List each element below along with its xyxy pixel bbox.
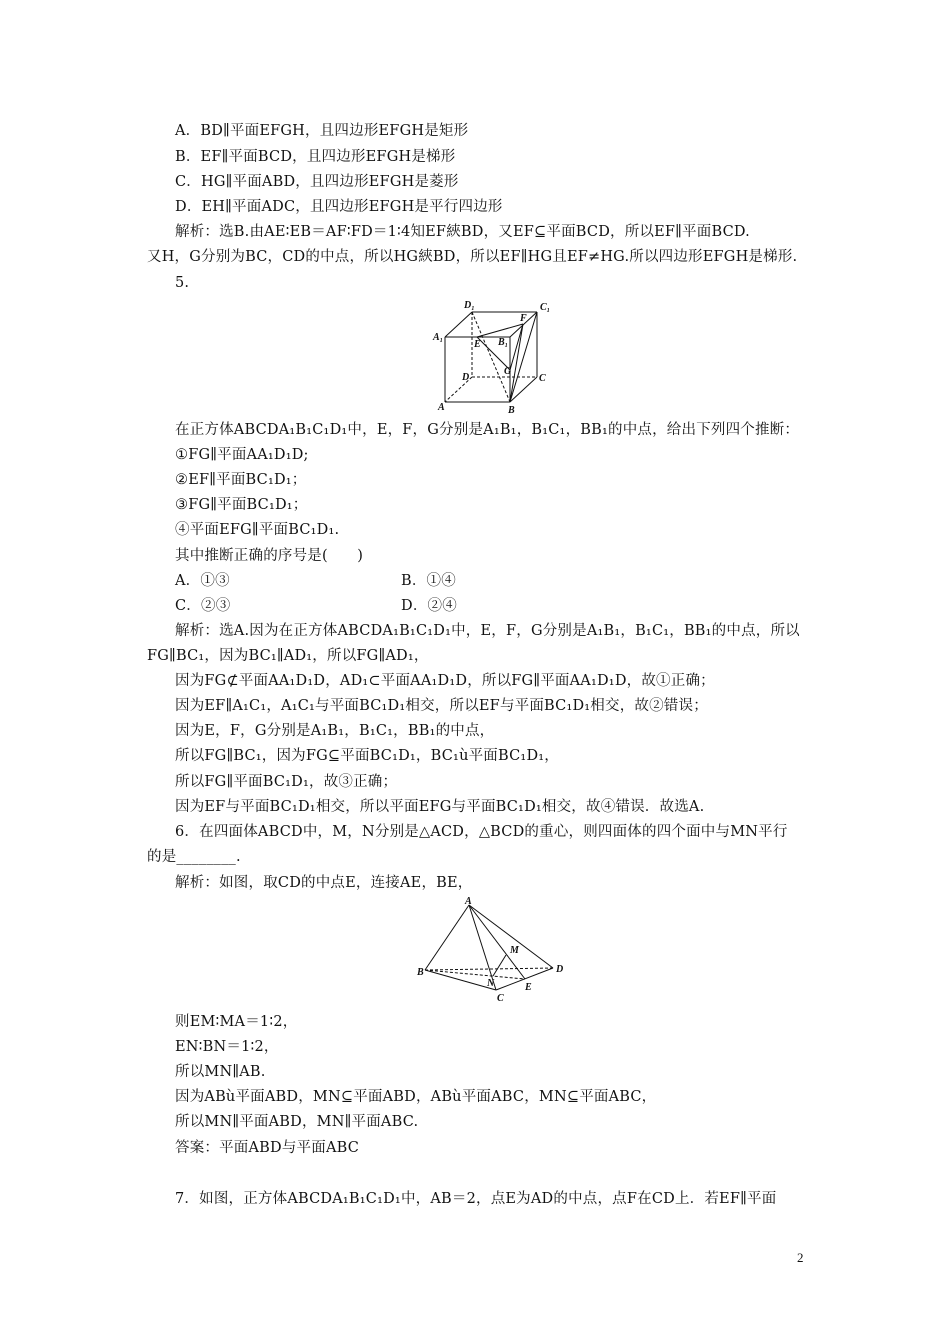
- question-7: 7．如图，正方体ABCDA₁B₁C₁D₁中，AB＝2，点E为AD的中点，点F在CD上．若EF∥平面: [175, 1191, 777, 1207]
- label-d: D: [556, 964, 564, 975]
- solution-line: 所以MN∥AB.: [175, 1064, 266, 1080]
- label-b: B: [508, 405, 515, 416]
- tetrahedron-figure: [413, 895, 573, 1003]
- solution-line: 因为EF与平面BC₁D₁相交，所以平面EFG与平面BC₁D₁相交，故④错误．故选A.: [175, 799, 705, 815]
- option-a: A．BD∥平面EFGH，且四边形EFGH是矩形: [175, 123, 469, 139]
- label-m: M: [510, 945, 519, 956]
- option-d: D．EH∥平面ADC，且四边形EFGH是平行四边形: [175, 199, 503, 215]
- option-b: B．①④: [401, 573, 456, 589]
- problem-stem: 在正方体ABCDA₁B₁C₁D₁中，E，F，G分别是A₁B₁，B₁C₁，BB₁的中点，给出下列四个推断：: [175, 422, 800, 438]
- label-a: A: [438, 402, 445, 413]
- solution-line: EN∶BN＝1∶2，: [175, 1039, 279, 1055]
- solution-line: 解析：选A.因为在正方体ABCDA₁B₁C₁D₁中，E，F，G分别是A₁B₁，B₁C₁，BB₁的中点，所以: [175, 623, 800, 639]
- label-c1: C₁: [540, 302, 551, 313]
- option-c: C．HG∥平面ABD，且四边形EFGH是菱形: [175, 174, 459, 190]
- option-a: A．①③: [175, 573, 230, 589]
- solution-line: 解析：如图，取CD的中点E，连接AE，BE，: [175, 875, 473, 891]
- solution-line: 因为E，F，G分别是A₁B₁，B₁C₁，BB₁的中点，: [175, 723, 495, 739]
- label-f: F: [520, 313, 527, 324]
- solution-line: 因为FG⊄平面AA₁D₁D，AD₁⊂平面AA₁D₁D，所以FG∥平面AA₁D₁D，故①正确；: [175, 673, 715, 689]
- solution-line: 又H，G分别为BC，CD的中点，所以HG綊BD，所以EF∥HG且EF≠HG.所以四边形EFGH是梯形.: [147, 249, 798, 265]
- label-a: A: [465, 896, 472, 907]
- label-g: G: [504, 366, 512, 377]
- label-d1: D₁: [464, 300, 475, 311]
- label-e: E: [525, 982, 532, 993]
- label-c: C: [497, 993, 504, 1003]
- page-number: 2: [797, 1250, 804, 1265]
- option-b: B．EF∥平面BCD，且四边形EFGH是梯形: [175, 149, 456, 165]
- solution-line: FG∥BC₁，因为BC₁∥AD₁，所以FG∥AD₁，: [147, 648, 429, 664]
- cube-figure: [430, 294, 560, 416]
- label-a1: A₁: [433, 332, 444, 343]
- label-b1: B₁: [498, 337, 509, 348]
- option-c: C．②③: [175, 598, 231, 614]
- label-b: B: [417, 967, 424, 978]
- question-number: 5.: [175, 275, 190, 291]
- option-d: D．②④: [401, 598, 457, 614]
- statement-1: ①FG∥平面AA₁D₁D;: [175, 447, 309, 463]
- solution-line: 所以FG∥平面BC₁D₁，故③正确；: [175, 774, 398, 790]
- solution-line: 因为ABù平面ABD，MN⊆平面ABD，ABù平面ABC，MN⊆平面ABC，: [175, 1089, 657, 1105]
- solution-line: 所以FG∥BC₁，因为FG⊆平面BC₁D₁，BC₁ù平面BC₁D₁，: [175, 748, 559, 764]
- solution-line: 所以MN∥平面ABD，MN∥平面ABC.: [175, 1114, 419, 1130]
- label-d: D: [462, 372, 470, 383]
- solution-line: 解析：选B.由AE∶EB＝AF∶FD＝1∶4知EF綊BD，又EF⊆平面BCD，所以EF∥平面BCD.: [175, 224, 750, 240]
- statement-2: ②EF∥平面BC₁D₁；: [175, 472, 307, 488]
- statement-4: ④平面EFG∥平面BC₁D₁.: [175, 522, 340, 538]
- solution-line: 因为EF∥A₁C₁，A₁C₁与平面BC₁D₁相交，所以EF与平面BC₁D₁相交，故②错误；: [175, 698, 708, 714]
- question-6: 6．在四面体ABCD中，M，N分别是△ACD，△BCD的重心，则四面体的四个面中与MN平行: [175, 824, 788, 840]
- question-6-blank: 的是________.: [147, 849, 241, 865]
- solution-line: 则EM∶MA＝1∶2，: [175, 1014, 298, 1030]
- answer-line: 答案：平面ABD与平面ABC: [175, 1140, 360, 1156]
- label-n: N: [487, 978, 495, 989]
- label-c: C: [539, 373, 546, 384]
- statement-3: ③FG∥平面BC₁D₁；: [175, 497, 308, 513]
- label-e: E: [474, 339, 481, 350]
- question-prompt: 其中推断正确的序号是( ): [175, 548, 364, 564]
